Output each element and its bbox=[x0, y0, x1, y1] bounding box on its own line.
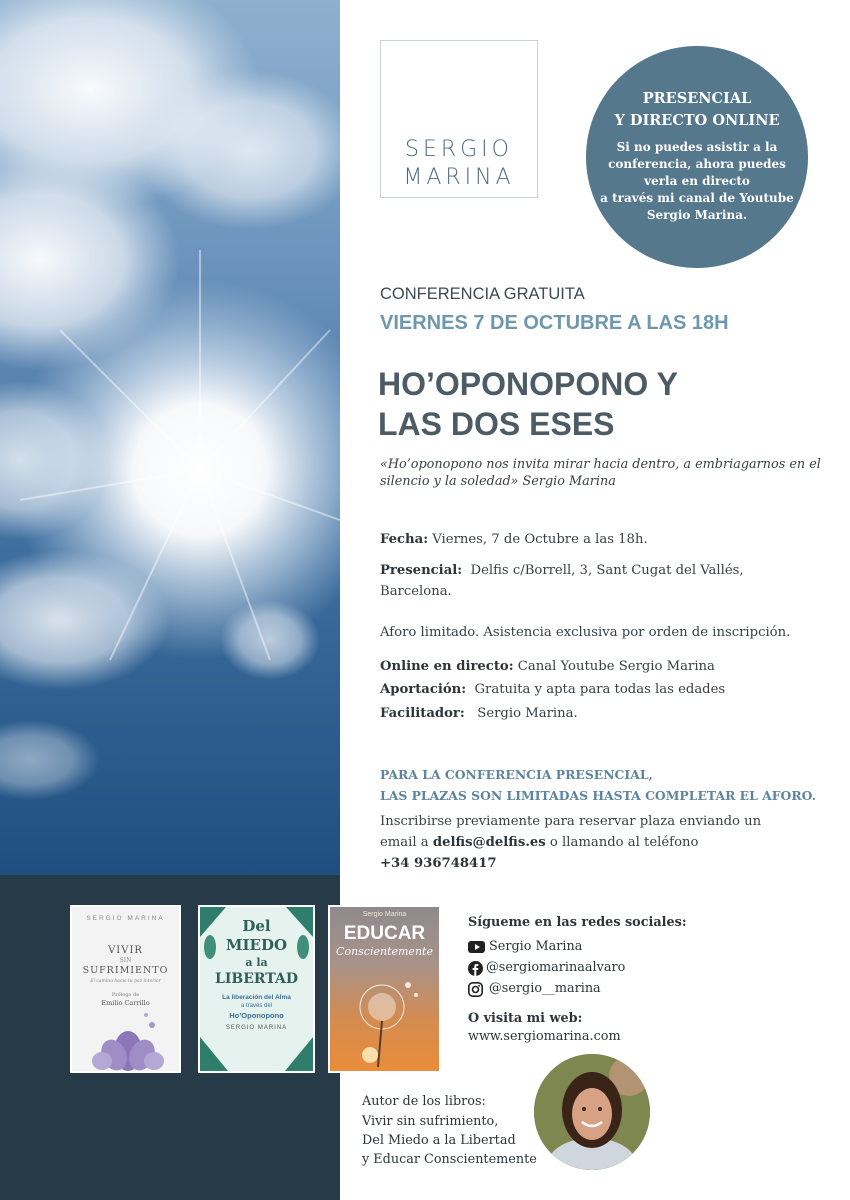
detail-value: Gratuita y apta para todas las edades bbox=[466, 682, 726, 697]
book-title: SUFRIMIENTO bbox=[82, 965, 169, 976]
book-title: LIBERTAD bbox=[215, 971, 298, 987]
detail-label: Aportación: bbox=[380, 682, 467, 697]
registration-text-1: Inscribirse previamente para reservar plaza enviando un bbox=[380, 814, 762, 829]
detail-aforo: Aforo limitado. Asistencia exclusiva por orden de inscripción. bbox=[380, 625, 791, 640]
event-label: CONFERENCIA GRATUITA bbox=[380, 285, 585, 303]
book-subtitle: El camino hacia tu paz interior bbox=[90, 979, 161, 984]
badge-text-line: Si no puedes asistir a la bbox=[616, 140, 778, 154]
book-title: a la bbox=[245, 956, 268, 969]
facebook-link[interactable]: @sergiomarinaalvaro bbox=[486, 960, 626, 975]
registration-notice-2: LAS PLAZAS SON LIMITADAS HASTA COMPLETAR EL AFORO. bbox=[380, 788, 817, 803]
detail-value: Canal Youtube Sergio Marina bbox=[513, 659, 715, 674]
registration-email-link[interactable]: delfis@delfis.es bbox=[432, 835, 546, 850]
badge-text-line: a través mi canal de Youtube bbox=[600, 191, 794, 205]
event-quote-line-2: silencio y la soledad» Sergio Marina bbox=[380, 474, 616, 489]
detail-value: Delfis c/Borrell, 3, Sant Cugat del Vallés, bbox=[462, 563, 744, 578]
registration-text-post: o llamando al teléfono bbox=[545, 835, 699, 850]
author-books-line: Vivir sin sufrimiento, bbox=[362, 1114, 499, 1129]
event-title-line-1: HO’OPONOPONO Y bbox=[378, 366, 678, 402]
detail-label: Online en directo: bbox=[380, 659, 514, 674]
registration-text-2 bbox=[380, 835, 698, 850]
book-subtitle: La liberación del Alma bbox=[222, 994, 291, 1001]
instagram-icon[interactable] bbox=[468, 982, 483, 997]
book-cover-del-miedo-a-la-libertad bbox=[198, 905, 315, 1073]
instagram-link[interactable]: @sergio__marina bbox=[489, 981, 601, 996]
detail-presencial bbox=[380, 563, 744, 578]
web-title: O visita mi web: bbox=[468, 1011, 583, 1026]
book-title: VIVIR bbox=[108, 945, 143, 956]
book-title: SIN bbox=[119, 957, 132, 964]
book-cover-educar-conscientemente bbox=[328, 905, 441, 1073]
badge-text-line: Sergio Marina. bbox=[646, 208, 748, 222]
author-books-line: Del Miedo a la Libertad bbox=[362, 1133, 516, 1148]
youtube-link[interactable]: Sergio Marina bbox=[489, 939, 583, 954]
badge-title-1: PRESENCIAL bbox=[642, 90, 752, 107]
online-badge bbox=[586, 46, 808, 268]
event-quote-line-1: «Ho’oponopono nos invita mirar hacia dentro, a embriagarnos en el bbox=[380, 457, 821, 472]
youtube-icon[interactable] bbox=[468, 940, 485, 954]
book-prologue-name: Emilio Carrillo bbox=[101, 999, 150, 1007]
brand-logo bbox=[380, 40, 538, 198]
event-title-line-2: LAS DOS ESES bbox=[378, 406, 615, 442]
detail-aportacion bbox=[380, 682, 725, 697]
book-title: Del bbox=[242, 917, 271, 935]
lotus-flower-illustration bbox=[92, 1007, 164, 1071]
website-link[interactable]: www.sergiomarina.com bbox=[468, 1029, 621, 1044]
detail-label: Fecha: bbox=[380, 532, 429, 547]
book-title: MIEDO bbox=[225, 936, 288, 954]
badge-text-line: verla en directo bbox=[644, 174, 750, 188]
phone-number[interactable]: +34 936748417 bbox=[380, 856, 497, 871]
sky-photo bbox=[0, 0, 340, 875]
detail-value: Sergio Marina. bbox=[464, 706, 578, 721]
detail-presencial-city: Barcelona. bbox=[380, 584, 452, 599]
book-subtitle: a través del bbox=[240, 1003, 273, 1009]
book-cover-vivir-sin-sufrimiento bbox=[70, 905, 181, 1073]
logo-first-name: SERGIO bbox=[404, 137, 513, 162]
portrait-illustration bbox=[534, 1054, 650, 1170]
author-books-line: Autor de los libros: bbox=[362, 1094, 486, 1109]
detail-online bbox=[380, 659, 715, 674]
book-prologue: Prólogo de bbox=[111, 992, 140, 998]
detail-label: Facilitador: bbox=[380, 706, 465, 721]
registration-phone bbox=[380, 856, 497, 871]
event-date: VIERNES 7 DE OCTUBRE A LAS 18H bbox=[380, 312, 729, 334]
book-author: Sergio Marina bbox=[362, 911, 407, 918]
logo-last-name: MARINA bbox=[403, 165, 515, 190]
badge-title-2: Y DIRECTO ONLINE bbox=[614, 112, 780, 129]
detail-facilitador bbox=[380, 706, 578, 721]
sky-illustration bbox=[0, 0, 340, 875]
detail-fecha bbox=[380, 532, 648, 547]
detail-label: Presencial: bbox=[380, 563, 463, 578]
registration-text-pre: email a bbox=[380, 835, 433, 850]
dandelion-illustration bbox=[340, 973, 430, 1067]
author-books-line: y Educar Conscientemente bbox=[362, 1152, 537, 1167]
book-title: EDUCAR bbox=[343, 923, 426, 944]
badge-text-line: conferencia, ahora puedes bbox=[608, 157, 786, 171]
facebook-icon[interactable] bbox=[468, 961, 483, 976]
book-author: SERGIO MARINA bbox=[225, 1025, 288, 1031]
registration-notice-1: PARA LA CONFERENCIA PRESENCIAL, bbox=[380, 767, 653, 782]
social-title: Sígueme en las redes sociales: bbox=[468, 915, 687, 930]
detail-value: Viernes, 7 de Octubre a las 18h. bbox=[428, 532, 648, 547]
book-author: SERGIO MARINA bbox=[86, 915, 165, 922]
book-subtitle: Ho’Oponopono bbox=[229, 1011, 284, 1020]
book-title: Conscientemente bbox=[336, 945, 433, 958]
author-photo bbox=[534, 1054, 650, 1170]
